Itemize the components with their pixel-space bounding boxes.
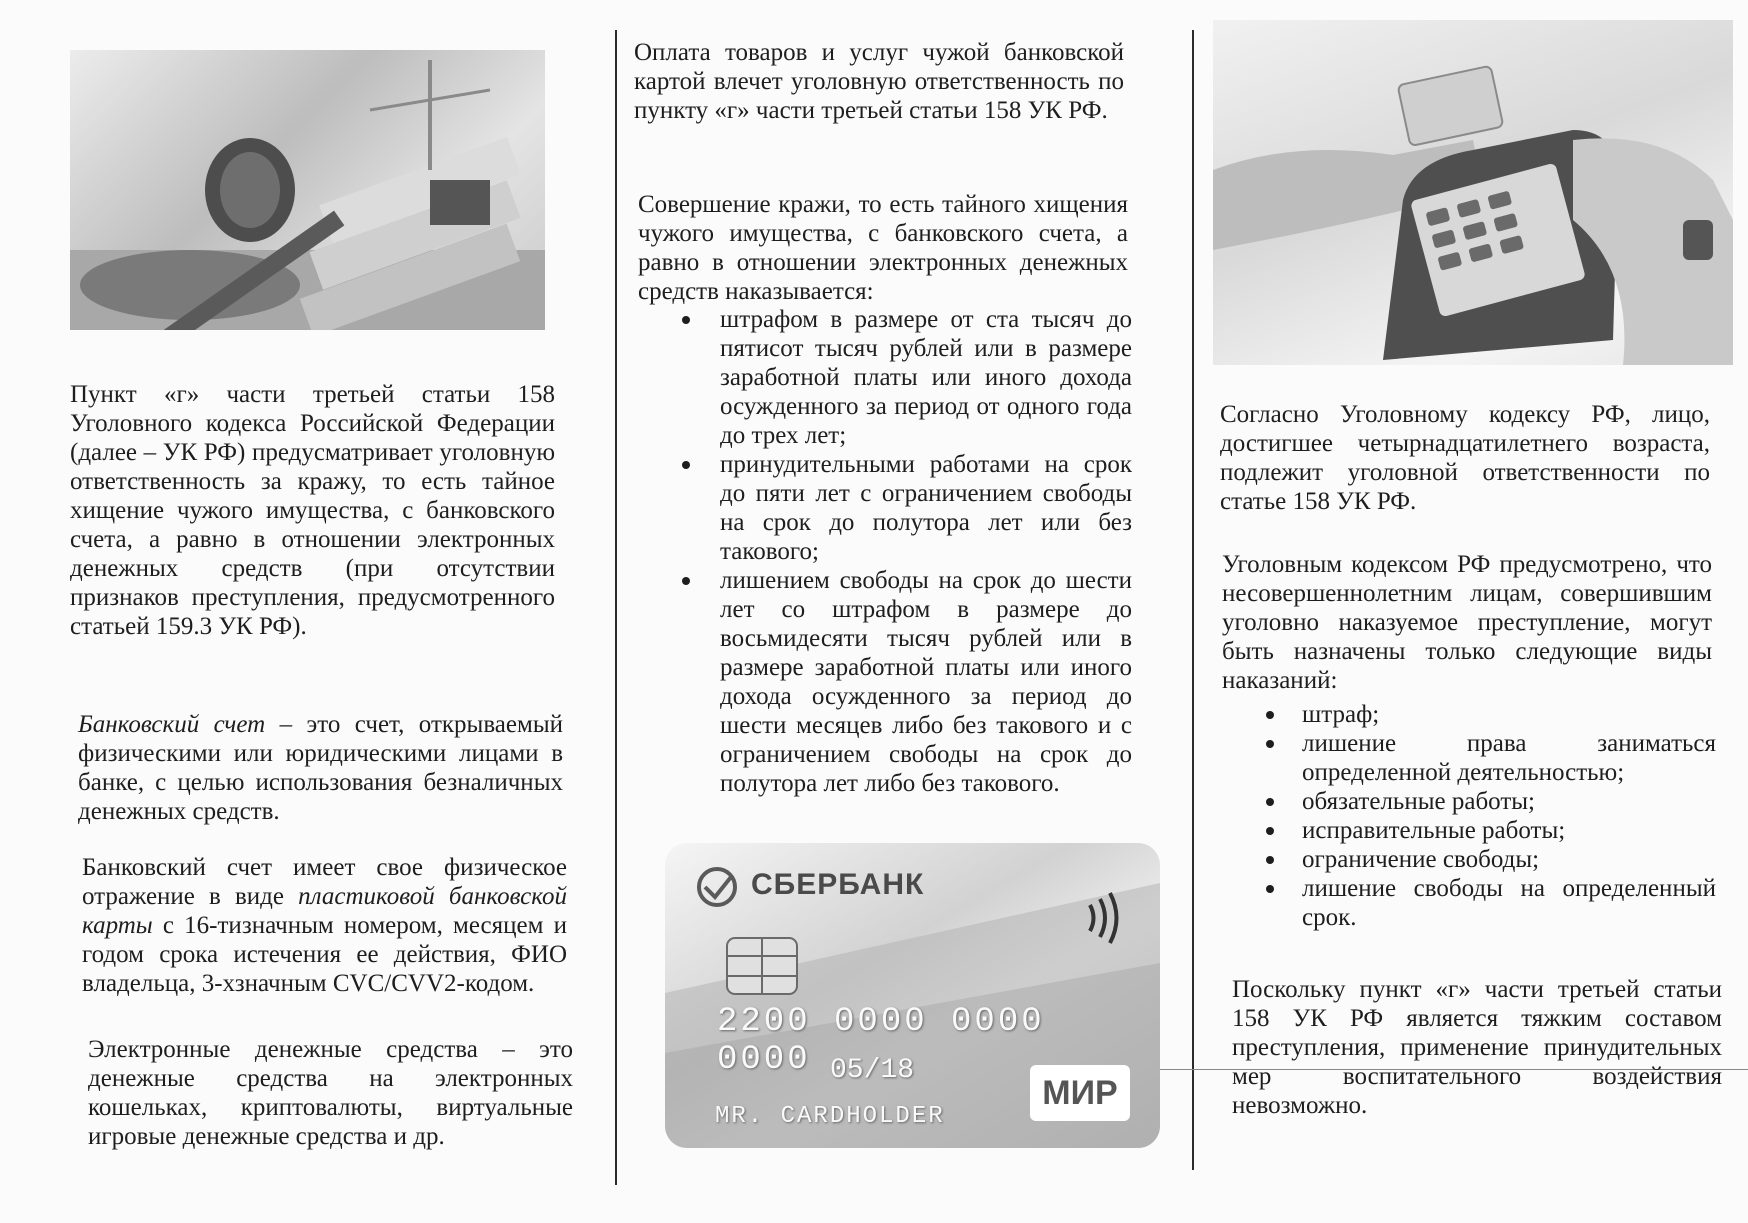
right-paragraph-2 <box>1222 550 1712 695</box>
right-text-minors: Уголовным кодексом РФ предусмотрено, что несовершеннолетним лицам, совершившим уголовно наказуемое преступление, могут быть назначены только следующие виды наказаний: <box>1222 551 1712 694</box>
left-paragraph-1 <box>70 380 555 641</box>
gavel-photo <box>70 50 545 330</box>
payment-terminal-photo <box>1213 20 1733 365</box>
card-holder-name: MR. CARDHOLDER <box>715 1103 945 1130</box>
bank-card-image <box>665 843 1160 1148</box>
middle-paragraph-2 <box>638 190 1128 306</box>
middle-text-theft: Совершение кражи, то есть тайного хищения чужого имущества, с банковского счета, а равно в отношении электронных денежных средств наказывается: <box>638 191 1128 305</box>
column-divider-right <box>1192 30 1194 1170</box>
left-paragraph-4 <box>88 1035 573 1151</box>
right-paragraph-1 <box>1220 400 1710 516</box>
left-text-bank-account: Банковский счет – это счет, открываемый физическими или юридическими лицами в банке, с целью использования безналичных денежных средств. <box>78 711 563 825</box>
list-item: принудительными работами на срок до пяти лет с ограничением свободы на срок до полутора лет или без такового; <box>640 450 1132 566</box>
list-item: лишение права заниматься определенной деятельностью; <box>1222 729 1716 787</box>
right-text-age: Согласно Уголовному кодексу РФ, лицо, достигшее четырнадцатилетнего возраста, подлежит уголовной ответственности по статье 158 УК РФ. <box>1220 401 1710 515</box>
middle-text-payment: Оплата товаров и услуг чужой банковской картой влечет уголовную ответственность по пункту «г» части третьей статьи 158 УК РФ. <box>634 39 1124 124</box>
mir-logo: МИР <box>1030 1065 1130 1121</box>
card-number: 2200 0000 0000 0000 <box>717 1003 1045 1079</box>
list-item: обязательные работы; <box>1222 787 1716 816</box>
term-plastic-card: пластиковой банковской карты <box>82 883 567 939</box>
middle-paragraph-1 <box>634 38 1124 125</box>
right-text-conclusion: Поскольку пункт «г» части третьей статьи 158 УК РФ является тяжким составом преступления, применение принудительных мер воспитательного воздействия невозможно. <box>1232 976 1722 1119</box>
list-item: штраф; <box>1222 700 1716 729</box>
list-item: лишение свободы на определенный срок. <box>1222 874 1716 932</box>
list-item: ограничение свободы; <box>1222 845 1716 874</box>
list-item: исправительные работы; <box>1222 816 1716 845</box>
left-paragraph-2 <box>78 710 563 826</box>
left-text-electronic-money: Электронные денежные средства – это денежные средства на электронных кошельках, криптовалюты, виртуальные игровые денежные средства и др. <box>88 1036 573 1150</box>
term-bank-account: Банковский счет <box>78 711 266 738</box>
card-valid-thru: 05/18 <box>830 1055 915 1086</box>
right-penalty-list <box>1222 700 1716 932</box>
list-item: лишением свободы на срок до шести лет со штрафом в размере до восьмидесяти тысяч рублей или в размере заработной платы или иного дохода осужденного за период до шести месяцев либо без такового и с ограничением свободы на срок до полутора лет либо без такового. <box>640 566 1132 798</box>
left-text-card: Банковский счет имеет свое физическое отражение в виде пластиковой банковской карты с 16-тизначным номером, месяцем и годом срока истечения ее действия, ФИО владельца, 3-хзначным CVC/CVV2-кодом. <box>82 854 567 997</box>
right-paragraph-3 <box>1232 975 1722 1120</box>
list-item: штрафом в размере от ста тысяч до пятисот тысяч рублей или в размере заработной платы или иного дохода осужденного за период от одного года до трех лет; <box>640 305 1132 450</box>
left-paragraph-3 <box>82 853 567 998</box>
card-bank-name: СБЕРБАНК <box>751 868 925 901</box>
left-text-article: Пункт «г» части третьей статьи 158 Уголовного кодекса Российской Федерации (далее – УК РФ) предусматривает уголовную ответственность за кражу, то есть тайное хищение чужого имущества, с банковского счета, а равно в отношении электронных денежных средств (при отсутствии признаков преступления, предусмотренного статьей 159.3 УК РФ). <box>70 381 555 640</box>
middle-penalty-list <box>640 305 1132 798</box>
column-divider-left <box>615 30 617 1185</box>
